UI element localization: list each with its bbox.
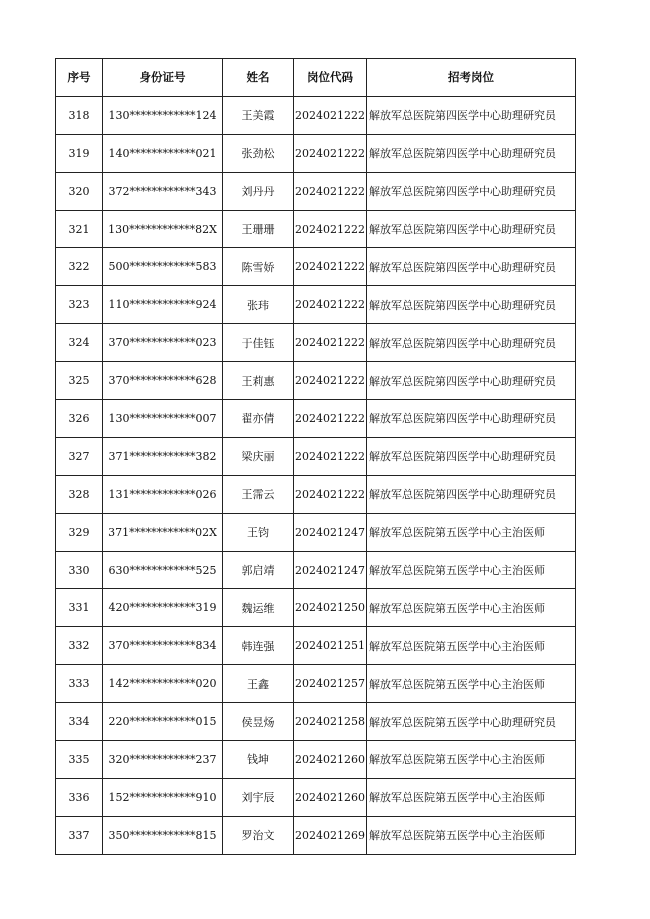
table-row — [56, 248, 576, 286]
cell-post: 解放军总医院第五医学中心主治医师 — [367, 589, 576, 627]
header-seq: 序号 — [56, 59, 103, 97]
cell-id-number: 140************021 — [103, 134, 223, 172]
cell-name: 张玮 — [223, 286, 294, 324]
cell-id-number: 110************924 — [103, 286, 223, 324]
cell-seq: 323 — [56, 286, 103, 324]
cell-post: 解放军总医院第五医学中心主治医师 — [367, 627, 576, 665]
cell-post-code: 2024021222 — [294, 134, 367, 172]
cell-name: 钱坤 — [223, 741, 294, 779]
cell-post-code: 2024021247 — [294, 551, 367, 589]
cell-name: 刘宇辰 — [223, 778, 294, 816]
cell-post-code: 2024021222 — [294, 96, 367, 134]
table-row — [56, 778, 576, 816]
table-row — [56, 589, 576, 627]
cell-post-code: 2024021257 — [294, 665, 367, 703]
cell-id-number: 630************525 — [103, 551, 223, 589]
table-row — [56, 362, 576, 400]
table-body — [56, 96, 576, 854]
cell-id-number: 130************82X — [103, 210, 223, 248]
header-id-number: 身份证号 — [103, 59, 223, 97]
table-row — [56, 437, 576, 475]
cell-post: 解放军总医院第五医学中心主治医师 — [367, 665, 576, 703]
cell-seq: 326 — [56, 400, 103, 438]
table-row — [56, 627, 576, 665]
cell-name: 郭启靖 — [223, 551, 294, 589]
cell-seq: 322 — [56, 248, 103, 286]
cell-post: 解放军总医院第五医学中心主治医师 — [367, 513, 576, 551]
cell-seq: 321 — [56, 210, 103, 248]
cell-post-code: 2024021258 — [294, 703, 367, 741]
cell-seq: 319 — [56, 134, 103, 172]
cell-name: 王珊珊 — [223, 210, 294, 248]
cell-post-code: 2024021222 — [294, 172, 367, 210]
cell-post-code: 2024021250 — [294, 589, 367, 627]
cell-name: 王霈云 — [223, 475, 294, 513]
cell-seq: 328 — [56, 475, 103, 513]
table-row — [56, 551, 576, 589]
cell-post-code: 2024021222 — [294, 400, 367, 438]
header-row — [56, 59, 576, 97]
cell-name: 王莉惠 — [223, 362, 294, 400]
header-post: 招考岗位 — [367, 59, 576, 97]
cell-name: 张劲松 — [223, 134, 294, 172]
cell-post-code: 2024021222 — [294, 437, 367, 475]
cell-post: 解放军总医院第四医学中心助理研究员 — [367, 437, 576, 475]
cell-post: 解放军总医院第四医学中心助理研究员 — [367, 286, 576, 324]
cell-seq: 327 — [56, 437, 103, 475]
cell-post: 解放军总医院第四医学中心助理研究员 — [367, 362, 576, 400]
cell-post: 解放军总医院第五医学中心助理研究员 — [367, 703, 576, 741]
cell-post-code: 2024021222 — [294, 286, 367, 324]
table-row — [56, 172, 576, 210]
cell-post: 解放军总医院第四医学中心助理研究员 — [367, 400, 576, 438]
cell-seq: 336 — [56, 778, 103, 816]
cell-id-number: 372************343 — [103, 172, 223, 210]
table-row — [56, 324, 576, 362]
cell-name: 韩连强 — [223, 627, 294, 665]
cell-id-number: 220************015 — [103, 703, 223, 741]
cell-id-number: 320************237 — [103, 741, 223, 779]
cell-id-number: 130************007 — [103, 400, 223, 438]
table-row — [56, 703, 576, 741]
cell-post: 解放军总医院第四医学中心助理研究员 — [367, 96, 576, 134]
cell-name: 王美霞 — [223, 96, 294, 134]
cell-id-number: 131************026 — [103, 475, 223, 513]
table-row — [56, 134, 576, 172]
cell-id-number: 142************020 — [103, 665, 223, 703]
cell-id-number: 370************023 — [103, 324, 223, 362]
cell-post: 解放军总医院第五医学中心主治医师 — [367, 816, 576, 854]
cell-post: 解放军总医院第五医学中心主治医师 — [367, 778, 576, 816]
cell-name: 陈雪娇 — [223, 248, 294, 286]
cell-post-code: 2024021247 — [294, 513, 367, 551]
cell-post: 解放军总医院第五医学中心主治医师 — [367, 741, 576, 779]
table-row — [56, 665, 576, 703]
cell-id-number: 370************628 — [103, 362, 223, 400]
cell-name: 于佳钰 — [223, 324, 294, 362]
cell-post-code: 2024021260 — [294, 778, 367, 816]
cell-seq: 334 — [56, 703, 103, 741]
table-row — [56, 96, 576, 134]
cell-name: 侯昱炀 — [223, 703, 294, 741]
cell-seq: 325 — [56, 362, 103, 400]
cell-post: 解放军总医院第四医学中心助理研究员 — [367, 210, 576, 248]
cell-name: 王鑫 — [223, 665, 294, 703]
cell-seq: 332 — [56, 627, 103, 665]
cell-post-code: 2024021222 — [294, 324, 367, 362]
cell-id-number: 420************319 — [103, 589, 223, 627]
table-row — [56, 513, 576, 551]
cell-seq: 331 — [56, 589, 103, 627]
cell-id-number: 500************583 — [103, 248, 223, 286]
table-row — [56, 210, 576, 248]
cell-id-number: 371************02X — [103, 513, 223, 551]
cell-seq: 320 — [56, 172, 103, 210]
cell-seq: 333 — [56, 665, 103, 703]
cell-post-code: 2024021222 — [294, 475, 367, 513]
cell-name: 魏运维 — [223, 589, 294, 627]
cell-seq: 318 — [56, 96, 103, 134]
cell-seq: 324 — [56, 324, 103, 362]
cell-id-number: 152************910 — [103, 778, 223, 816]
cell-post: 解放军总医院第四医学中心助理研究员 — [367, 475, 576, 513]
cell-id-number: 350************815 — [103, 816, 223, 854]
cell-post: 解放军总医院第四医学中心助理研究员 — [367, 324, 576, 362]
cell-post: 解放军总医院第四医学中心助理研究员 — [367, 172, 576, 210]
cell-id-number: 370************834 — [103, 627, 223, 665]
header-post-code: 岗位代码 — [294, 59, 367, 97]
cell-post-code: 2024021222 — [294, 210, 367, 248]
cell-post-code: 2024021222 — [294, 248, 367, 286]
header-name: 姓名 — [223, 59, 294, 97]
cell-seq: 330 — [56, 551, 103, 589]
cell-id-number: 371************382 — [103, 437, 223, 475]
cell-post-code: 2024021251 — [294, 627, 367, 665]
cell-post: 解放军总医院第四医学中心助理研究员 — [367, 248, 576, 286]
candidate-table — [55, 58, 576, 855]
table-row — [56, 741, 576, 779]
cell-id-number: 130************124 — [103, 96, 223, 134]
cell-name: 王钧 — [223, 513, 294, 551]
cell-post-code: 2024021269 — [294, 816, 367, 854]
cell-post: 解放军总医院第五医学中心主治医师 — [367, 551, 576, 589]
table-row — [56, 816, 576, 854]
cell-name: 梁庆丽 — [223, 437, 294, 475]
table-row — [56, 475, 576, 513]
cell-name: 翟亦倩 — [223, 400, 294, 438]
cell-seq: 337 — [56, 816, 103, 854]
cell-seq: 329 — [56, 513, 103, 551]
cell-name: 刘丹丹 — [223, 172, 294, 210]
cell-post-code: 2024021222 — [294, 362, 367, 400]
cell-post-code: 2024021260 — [294, 741, 367, 779]
cell-seq: 335 — [56, 741, 103, 779]
cell-post: 解放军总医院第四医学中心助理研究员 — [367, 134, 576, 172]
table-row — [56, 400, 576, 438]
cell-name: 罗治文 — [223, 816, 294, 854]
table-row — [56, 286, 576, 324]
